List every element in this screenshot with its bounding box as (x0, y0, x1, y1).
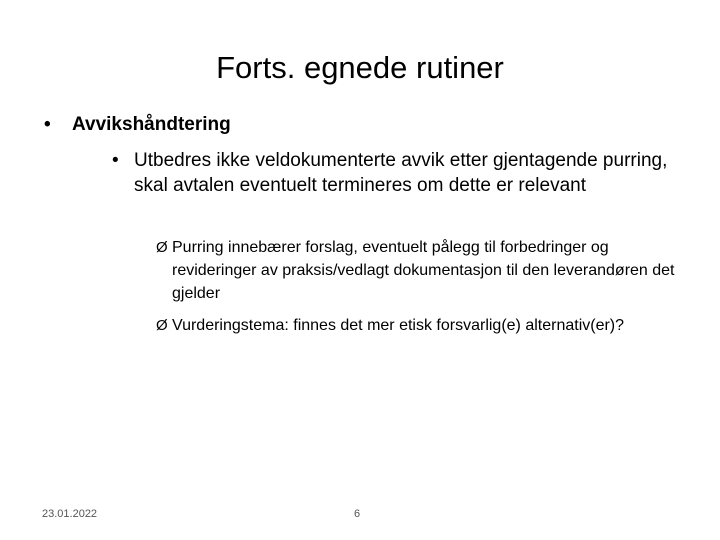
bullet-text: Avvikshåndtering (72, 114, 231, 135)
footer-page-number: 6 (354, 508, 361, 520)
slide-title: Forts. egnede rutiner (216, 50, 504, 85)
bullet-dot-icon: • (112, 150, 119, 171)
bullet-text: Vurderingstema: finnes det mer etisk forsvarlig(e) alternativ(er)? (172, 317, 625, 334)
footer-date: 23.01.2022 (42, 508, 98, 520)
arrow-bullet-icon: Ø (156, 317, 168, 334)
bullet-level-3 (156, 236, 696, 305)
bullet-dot-icon: • (44, 114, 51, 135)
arrow-bullet-icon: Ø (156, 239, 168, 256)
bullet-level-3 (156, 314, 696, 337)
bullet-level-2 (112, 148, 697, 198)
bullet-text: Utbedres ikke veldokumenterte avvik etter gjentagende purring, skal avtalen eventuelt termineres om dette er relevant (134, 150, 668, 196)
bullet-level-1 (44, 113, 231, 137)
bullet-text: Purring innebærer forslag, eventuelt pålegg til forbedringer og revideringer av praksis/vedlagt dokumentasjon til den leverandøren det gjelder (172, 239, 675, 302)
